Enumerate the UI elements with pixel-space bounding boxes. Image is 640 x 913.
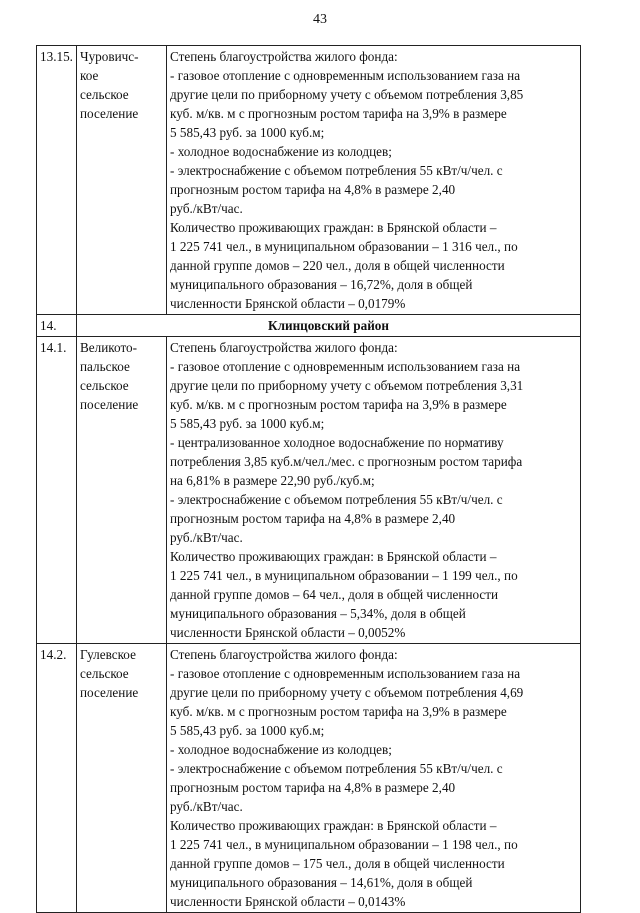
table-row	[37, 315, 581, 337]
description-line: муниципального образования – 16,72%, доля в общей	[170, 277, 473, 292]
description-line: 5 585,43 руб. за 1000 куб.м;	[170, 416, 325, 431]
description-line: муниципального образования – 14,61%, доля в общей	[170, 875, 473, 890]
description-line: данной группе домов – 220 чел., доля в общей численности	[170, 258, 505, 273]
description-line: - электроснабжение с объемом потребления 55 кВт/ч/чел. с	[170, 492, 503, 507]
description-line: куб. м/кв. м с прогнозным ростом тарифа на 3,9% в размере	[170, 397, 507, 412]
description-line: Количество проживающих граждан: в Брянской области –	[170, 549, 497, 564]
settlement-name-line: сельское	[80, 87, 129, 102]
settlement-name-line: сельское	[80, 666, 129, 681]
settlement-name	[77, 46, 167, 315]
settlement-name-line: поселение	[80, 685, 139, 700]
description-line: прогнозным ростом тарифа на 4,8% в размере 2,40	[170, 182, 456, 197]
description-line: численности Брянской области – 0,0052%	[170, 625, 406, 640]
description-line: муниципального образования – 5,34%, доля в общей	[170, 606, 466, 621]
settlement-name	[77, 337, 167, 644]
description-line: прогнозным ростом тарифа на 4,8% в размере 2,40	[170, 511, 456, 526]
description-line: куб. м/кв. м с прогнозным ростом тарифа на 3,9% в размере	[170, 704, 507, 719]
housing-description	[167, 337, 581, 644]
description-line: руб./кВт/час.	[170, 530, 243, 545]
description-line: руб./кВт/час.	[170, 201, 243, 216]
description-line: другие цели по приборному учету с объемом потребления 4,69	[170, 685, 524, 700]
description-line: руб./кВт/час.	[170, 799, 243, 814]
description-line: Степень благоустройства жилого фонда:	[170, 340, 398, 355]
description-line: - централизованное холодное водоснабжение по нормативу	[170, 435, 504, 450]
settlement-name-line: Великото-	[80, 340, 138, 355]
settlements-table	[36, 45, 581, 913]
table-row	[37, 46, 581, 315]
settlement-name-line: поселение	[80, 397, 139, 412]
row-number: 14.	[37, 315, 77, 337]
settlement-name-line: Гулевское	[80, 647, 136, 662]
settlement-name-line: сельское	[80, 378, 129, 393]
description-line: - газовое отопление с одновременным использованием газа на	[170, 359, 521, 374]
description-line: на 6,81% в размере 22,90 руб./куб.м;	[170, 473, 375, 488]
description-line: 1 225 741 чел., в муниципальном образовании – 1 316 чел., по	[170, 239, 518, 254]
housing-description	[167, 46, 581, 315]
table-row	[37, 337, 581, 644]
description-line: куб. м/кв. м с прогнозным ростом тарифа на 3,9% в размере	[170, 106, 507, 121]
page-number: 43	[313, 12, 327, 27]
district-heading: Клинцовский район	[77, 315, 581, 337]
settlement-name-line: кое	[80, 68, 99, 83]
housing-description	[167, 644, 581, 913]
description-line: прогнозным ростом тарифа на 4,8% в размере 2,40	[170, 780, 456, 795]
settlement-name	[77, 644, 167, 913]
description-line: численности Брянской области – 0,0143%	[170, 894, 406, 909]
description-line: 1 225 741 чел., в муниципальном образовании – 1 198 чел., по	[170, 837, 518, 852]
settlement-name-line: Чуровичс-	[80, 49, 139, 64]
description-line: - холодное водоснабжение из колодцев;	[170, 742, 392, 757]
row-number: 14.2.	[37, 644, 77, 913]
description-line: потребления 3,85 куб.м/чел./мес. с прогнозным ростом тарифа	[170, 454, 523, 469]
description-line: данной группе домов – 175 чел., доля в общей численности	[170, 856, 505, 871]
description-line: - электроснабжение с объемом потребления 55 кВт/ч/чел. с	[170, 163, 503, 178]
description-line: данной группе домов – 64 чел., доля в общей численности	[170, 587, 499, 602]
description-line: Степень благоустройства жилого фонда:	[170, 49, 398, 64]
description-line: численности Брянской области – 0,0179%	[170, 296, 406, 311]
settlement-name-line: пальское	[80, 359, 130, 374]
description-line: 5 585,43 руб. за 1000 куб.м;	[170, 125, 325, 140]
description-line: - газовое отопление с одновременным использованием газа на	[170, 666, 521, 681]
description-line: Количество проживающих граждан: в Брянской области –	[170, 818, 497, 833]
description-line: - газовое отопление с одновременным использованием газа на	[170, 68, 521, 83]
description-line: 5 585,43 руб. за 1000 куб.м;	[170, 723, 325, 738]
description-line: другие цели по приборному учету с объемом потребления 3,85	[170, 87, 524, 102]
description-line: Степень благоустройства жилого фонда:	[170, 647, 398, 662]
description-line: 1 225 741 чел., в муниципальном образовании – 1 199 чел., по	[170, 568, 518, 583]
description-line: другие цели по приборному учету с объемом потребления 3,31	[170, 378, 524, 393]
description-line: - электроснабжение с объемом потребления 55 кВт/ч/чел. с	[170, 761, 503, 776]
table-body	[37, 46, 581, 913]
table-row	[37, 644, 581, 913]
row-number: 14.1.	[37, 337, 77, 644]
description-line: - холодное водоснабжение из колодцев;	[170, 144, 392, 159]
description-line: Количество проживающих граждан: в Брянской области –	[170, 220, 497, 235]
row-number: 13.15.	[37, 46, 77, 315]
settlement-name-line: поселение	[80, 106, 139, 121]
